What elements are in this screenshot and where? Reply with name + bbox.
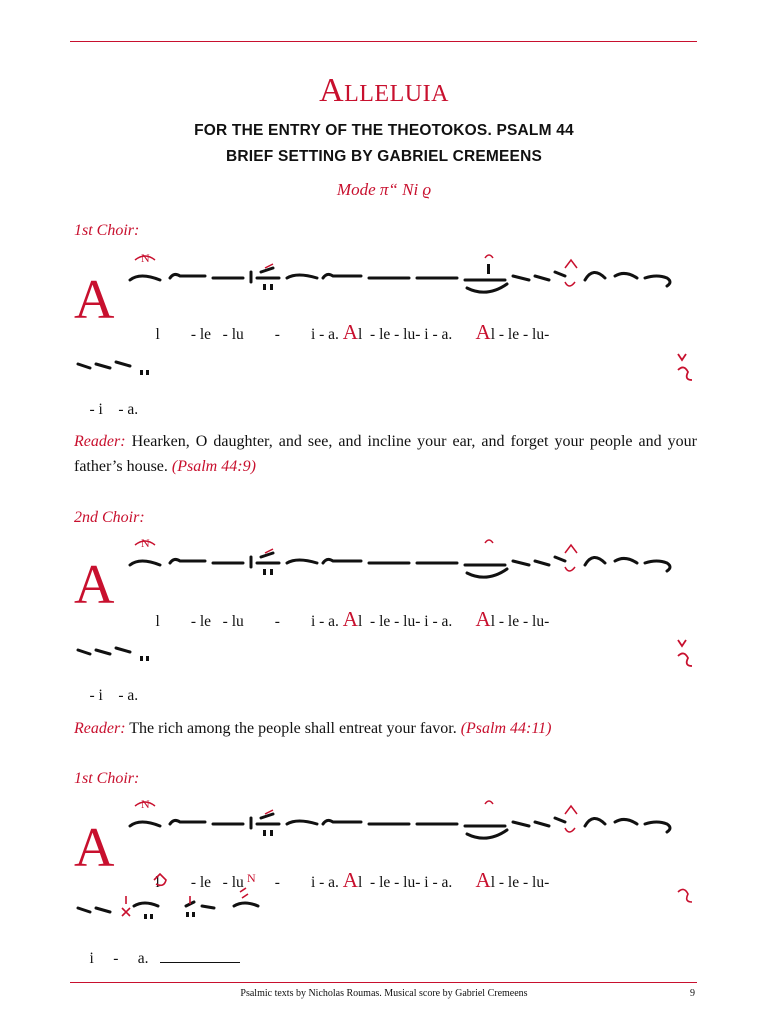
lyric-line-2: l - le - lu - i - a. Al - le - lu- i - a. Al - le - lu-: [155, 607, 550, 631]
choir-label-2: 2nd Choir:: [74, 509, 145, 526]
top-rule: [70, 41, 697, 42]
neume-staff-1: [125, 250, 700, 310]
page-title: Alleluia: [319, 72, 449, 109]
reader-label-1: Reader:: [74, 433, 126, 450]
choir-label-3: 1st Choir:: [74, 770, 140, 787]
ending-blank: [160, 950, 240, 963]
reader-ref-2: (Psalm 44:11): [460, 720, 552, 737]
bottom-rule: [70, 982, 697, 983]
footer-credit: Psalmic texts by Nicholas Roumas. Musical score by Gabriel Cremeens: [240, 988, 528, 999]
mode-line: [0, 180, 768, 200]
mode-martyria-icon: π“: [379, 180, 398, 199]
choir-label-1: 1st Choir:: [74, 222, 140, 239]
reader-verse-1: [74, 429, 697, 479]
neume-staff-2b: [74, 636, 699, 676]
reader-text-2: The rich among the people shall entreat your favor.: [129, 720, 457, 737]
svg-text:N: N: [141, 797, 150, 811]
lyric-line-3: l - le - lu - i - a. Al - le - lu- i - a. Al - le - lu-: [155, 868, 550, 892]
drop-cap-1: A: [74, 269, 115, 331]
page-number: 9: [690, 988, 695, 999]
neume-staff-3b: [74, 872, 699, 932]
lyric-line-3b: i - a.: [74, 932, 240, 986]
svg-text:N: N: [247, 872, 256, 885]
lyric-line-1: l - le - lu - i - a. Al - le - lu- i - a. Al - le - lu-: [155, 320, 550, 344]
neume-staff-3: [125, 796, 700, 856]
drop-cap-3: A: [74, 817, 115, 879]
reader-label-2: Reader:: [74, 720, 126, 737]
neume-staff-2: [125, 535, 700, 595]
reader-ref-1: (Psalm 44:9): [171, 458, 256, 475]
svg-text:N: N: [141, 251, 150, 265]
subtitle-occasion: FOR THE ENTRY OF THE THEOTOKOS. PSALM 44: [194, 122, 574, 139]
lyric-line-2b: - i - a.: [89, 687, 139, 704]
mode-label: Mode: [336, 180, 376, 199]
neume-staff-1b: [74, 350, 699, 390]
reader-verse-2: [74, 716, 697, 741]
drop-cap-2: A: [74, 554, 115, 616]
subtitle-setting: BRIEF SETTING BY GABRIEL CREMEENS: [225, 148, 543, 165]
mode-ni: Ni: [402, 180, 419, 199]
svg-text:N: N: [141, 536, 150, 550]
reader-text-1: Hearken, O daughter, and see, and incline your ear, and forget your people and your father’s house.: [74, 433, 698, 475]
lyric-line-1b: - i - a.: [89, 401, 139, 418]
mode-fthora-icon: ϱ: [422, 180, 432, 199]
